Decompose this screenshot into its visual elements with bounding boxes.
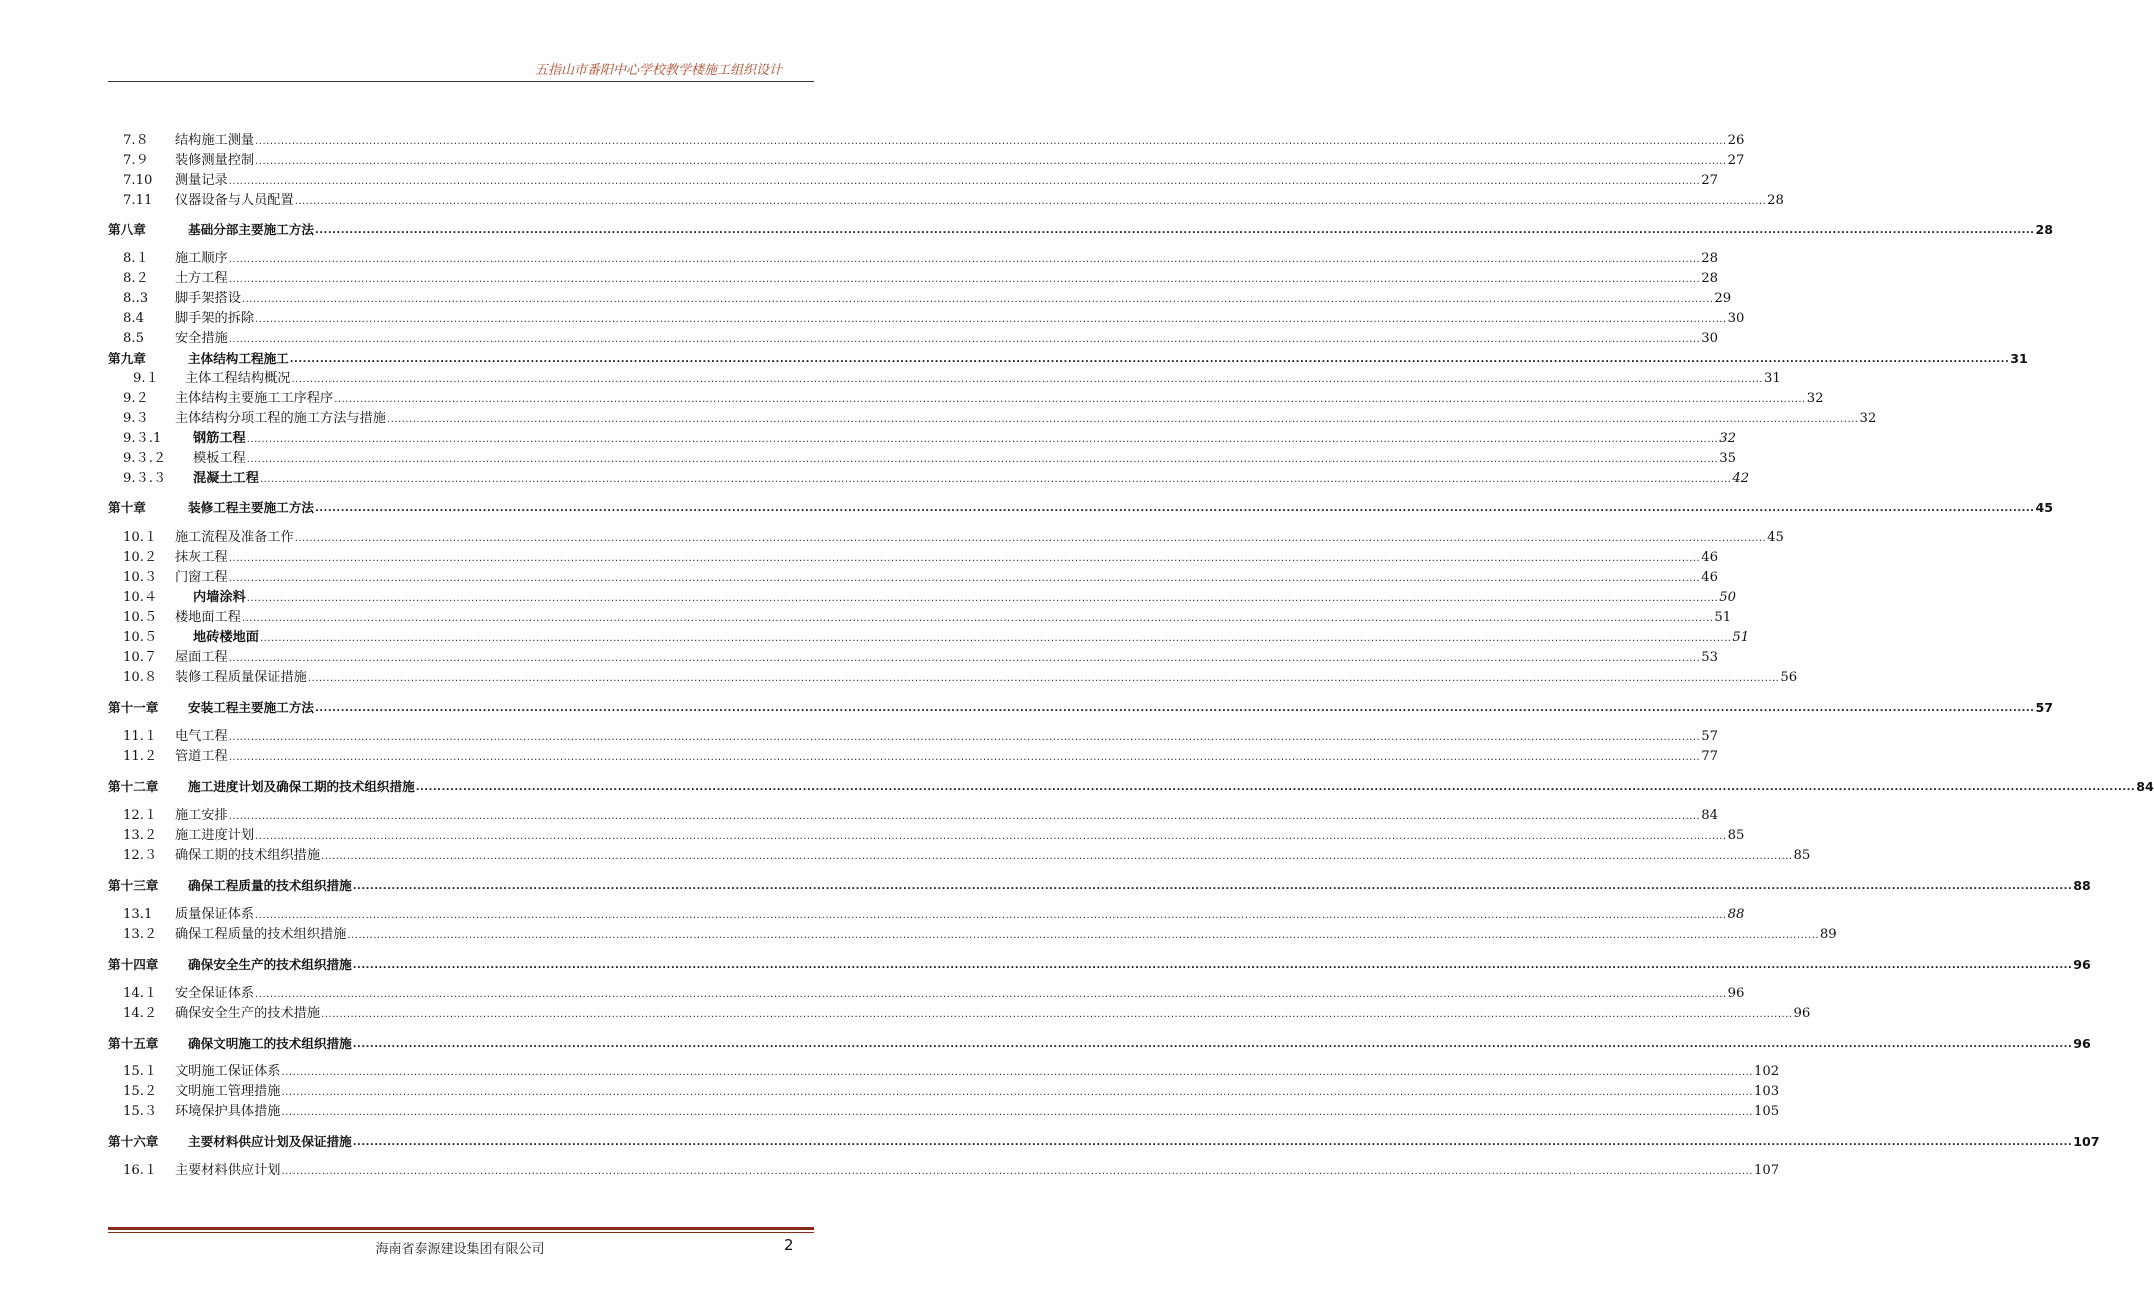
toc-entry-page: 96 — [2073, 1036, 2091, 1051]
footer-page-number: 2 — [784, 1236, 794, 1254]
toc-entry-label: 安全措施 — [175, 331, 228, 346]
toc-entry-page: 27 — [1727, 153, 1745, 168]
toc-entry-label: 脚手架搭设 — [175, 291, 241, 306]
toc-entry-page: 51 — [1732, 630, 1750, 645]
toc-leader-dots: ................................................................................................................................................................................................................................................................................................................................................................................................................ — [347, 930, 1819, 941]
toc-entry-page: 32 — [1806, 391, 1824, 406]
toc-section-entry[interactable] — [108, 1159, 1780, 1179]
toc-leader-dots: ................................................................................................................................................................................................................................................................................................................................................................................................................ — [352, 1039, 2073, 1050]
toc-leader-dots: ................................................................................................................................................................................................................................................................................................................................................................................................................ — [387, 414, 1859, 425]
toc-section-entry[interactable] — [108, 247, 1719, 267]
toc-entry-page: 26 — [1727, 133, 1745, 148]
toc-entry-label: 施工进度计划及确保工期的技术组织措施 — [188, 779, 415, 794]
toc-entry-number: 9.３.1 — [123, 431, 162, 446]
toc-leader-dots: ................................................................................................................................................................................................................................................................................................................................................................................................................ — [415, 782, 2136, 793]
toc-section-entry[interactable] — [108, 307, 1745, 327]
toc-entry-label: 施工安排 — [175, 808, 228, 823]
toc-entry-label: 确保文明施工的技术组织措施 — [188, 1036, 352, 1051]
toc-entry-number: 第十六章 — [108, 1134, 159, 1149]
toc-entry-label: 装修测量控制 — [175, 153, 255, 168]
toc-entry-page: 42 — [1732, 471, 1750, 486]
toc-entry-label: 主体结构分项工程的施工方法与措施 — [175, 411, 386, 426]
toc-leader-dots: ................................................................................................................................................................................................................................................................................................................................................................................................................ — [352, 881, 2073, 892]
toc-leader-dots: ................................................................................................................................................................................................................................................................................................................................................................................................................ — [241, 294, 1714, 305]
toc-entry-label: 施工流程及准备工作 — [175, 530, 294, 545]
toc-leader-dots: ................................................................................................................................................................................................................................................................................................................................................................................................................ — [259, 633, 1732, 644]
toc-section-entry[interactable] — [108, 666, 1798, 686]
toc-entry-page: 84 — [1701, 808, 1719, 823]
toc-entry-number: 8.１ — [123, 251, 149, 266]
toc-entry-label: 门窗工程 — [175, 570, 228, 585]
toc-entry-page: 105 — [1753, 1104, 1780, 1119]
toc-entry-number: 10.３ — [123, 570, 158, 585]
toc-leader-dots: ................................................................................................................................................................................................................................................................................................................................................................................................................ — [334, 394, 1806, 405]
toc-entry-label: 装修工程主要施工方法 — [188, 500, 314, 515]
toc-entry-number: 9.２ — [123, 391, 149, 406]
toc-entry-number: 14.１ — [123, 986, 158, 1001]
toc-section-entry[interactable] — [108, 1060, 1780, 1080]
toc-leader-dots: ................................................................................................................................................................................................................................................................................................................................................................................................................ — [255, 989, 1727, 1000]
toc-entry-page: 53 — [1701, 650, 1719, 665]
toc-leader-dots: ................................................................................................................................................................................................................................................................................................................................................................................................................ — [294, 196, 1767, 207]
toc-section-entry[interactable] — [108, 982, 1745, 1002]
toc-entry-label: 确保工程质量的技术组织措施 — [175, 927, 347, 942]
toc-entry-label: 内墙涂料 — [193, 590, 246, 605]
toc-entry-number: 11.１ — [123, 729, 158, 744]
toc-chapter-entry[interactable] — [108, 953, 2091, 973]
toc-section-entry[interactable] — [108, 824, 1745, 844]
toc-section-entry[interactable] — [108, 467, 1750, 487]
toc-entry-label: 主体结构主要施工工序程序 — [175, 391, 334, 406]
toc-entry-page: 88 — [2073, 878, 2091, 893]
toc-chapter-entry[interactable] — [108, 1032, 2091, 1052]
toc-chapter-entry[interactable] — [108, 874, 2091, 894]
toc-entry-number: 7.11 — [123, 193, 153, 208]
toc-leader-dots: ................................................................................................................................................................................................................................................................................................................................................................................................................ — [228, 573, 1701, 584]
toc-entry-page: 30 — [1701, 331, 1719, 346]
toc-section-entry[interactable] — [108, 1002, 1811, 1022]
toc-section-entry[interactable] — [108, 844, 1811, 864]
toc-entry-page: 84 — [2136, 779, 2154, 794]
toc-entry-label: 文明施工保证体系 — [175, 1064, 281, 1079]
toc-entry-label: 环境保护具体措施 — [175, 1104, 281, 1119]
toc-entry-page: 31 — [2010, 351, 2028, 366]
toc-entry-number: 16.１ — [123, 1163, 158, 1178]
toc-section-entry[interactable] — [108, 327, 1719, 347]
toc-entry-number: 9.３ — [123, 411, 149, 426]
toc-leader-dots: ................................................................................................................................................................................................................................................................................................................................................................................................................ — [321, 1009, 1793, 1020]
toc-entry-label: 抹灰工程 — [175, 550, 228, 565]
toc-leader-dots: ................................................................................................................................................................................................................................................................................................................................................................................................................ — [259, 474, 1732, 485]
toc-entry-number: 10.７ — [123, 650, 158, 665]
toc-leader-dots: ................................................................................................................................................................................................................................................................................................................................................................................................................ — [228, 732, 1701, 743]
toc-section-entry[interactable] — [108, 903, 1745, 923]
toc-entry-page: 28 — [2035, 222, 2053, 237]
toc-entry-page: 107 — [2073, 1134, 2100, 1149]
footer-divider-thin — [108, 1232, 814, 1233]
toc-section-entry[interactable] — [108, 566, 1719, 586]
toc-entry-number: 9.３.２ — [123, 451, 167, 466]
toc-entry-label: 确保工程质量的技术组织措施 — [188, 878, 352, 893]
toc-entry-page: 88 — [1727, 907, 1745, 922]
toc-leader-dots: ................................................................................................................................................................................................................................................................................................................................................................................................................ — [228, 653, 1701, 664]
toc-section-entry[interactable] — [108, 149, 1745, 169]
toc-section-entry[interactable] — [108, 923, 1837, 943]
toc-section-entry[interactable] — [108, 367, 1781, 387]
toc-entry-page: 46 — [1701, 550, 1719, 565]
toc-chapter-entry[interactable] — [108, 218, 2053, 238]
toc-entry-page: 57 — [1701, 729, 1719, 744]
toc-entry-number: 13.２ — [123, 828, 158, 843]
toc-entry-label: 仪器设备与人员配置 — [175, 193, 294, 208]
toc-entry-number: 第十一章 — [108, 700, 159, 715]
toc-entry-page: 46 — [1701, 570, 1719, 585]
toc-leader-dots: ................................................................................................................................................................................................................................................................................................................................................................................................................ — [228, 334, 1701, 345]
toc-entry-number: 8.２ — [123, 271, 149, 286]
toc-leader-dots: ................................................................................................................................................................................................................................................................................................................................................................................................................ — [307, 673, 1780, 684]
toc-entry-number: 第十二章 — [108, 779, 159, 794]
toc-entry-page: 96 — [1793, 1006, 1811, 1021]
toc-section-entry[interactable] — [108, 1080, 1780, 1100]
toc-leader-dots: ................................................................................................................................................................................................................................................................................................................................................................................................................ — [289, 354, 2010, 365]
toc-entry-number: 第十五章 — [108, 1036, 159, 1051]
toc-entry-label: 管道工程 — [175, 749, 228, 764]
toc-leader-dots: ................................................................................................................................................................................................................................................................................................................................................................................................................ — [281, 1087, 1753, 1098]
toc-entry-number: 10.２ — [123, 550, 158, 565]
toc-entry-label: 测量记录 — [175, 173, 228, 188]
toc-leader-dots: ................................................................................................................................................................................................................................................................................................................................................................................................................ — [228, 274, 1701, 285]
toc-entry-page: 32 — [1719, 431, 1737, 446]
toc-entry-number: 第八章 — [108, 222, 146, 237]
toc-entry-number: 7.８ — [123, 133, 149, 148]
toc-chapter-entry[interactable] — [108, 496, 2053, 516]
toc-section-entry[interactable] — [108, 804, 1719, 824]
toc-entry-page: 102 — [1753, 1064, 1780, 1079]
toc-leader-dots: ................................................................................................................................................................................................................................................................................................................................................................................................................ — [314, 225, 2035, 236]
toc-entry-label: 确保安全生产的技术组织措施 — [188, 957, 352, 972]
toc-entry-page: 51 — [1714, 610, 1732, 625]
toc-entry-number: 第九章 — [108, 351, 146, 366]
toc-entry-page: 28 — [1701, 271, 1719, 286]
toc-entry-page: 103 — [1753, 1084, 1780, 1099]
toc-section-entry[interactable] — [108, 745, 1719, 765]
toc-leader-dots: ................................................................................................................................................................................................................................................................................................................................................................................................................ — [228, 811, 1701, 822]
toc-section-entry[interactable] — [108, 546, 1719, 566]
toc-section-entry[interactable] — [108, 387, 1824, 407]
toc-entry-page: 77 — [1701, 749, 1719, 764]
toc-section-entry[interactable] — [108, 169, 1719, 189]
toc-entry-label: 模板工程 — [193, 451, 246, 466]
toc-leader-dots: ................................................................................................................................................................................................................................................................................................................................................................................................................ — [294, 533, 1767, 544]
toc-chapter-entry[interactable] — [108, 696, 2053, 716]
toc-leader-dots: ................................................................................................................................................................................................................................................................................................................................................................................................................ — [255, 156, 1727, 167]
toc-section-entry[interactable] — [108, 646, 1719, 666]
toc-entry-page: 28 — [1701, 251, 1719, 266]
toc-leader-dots: ................................................................................................................................................................................................................................................................................................................................................................................................................ — [255, 831, 1727, 842]
toc-entry-number: 15.１ — [123, 1064, 158, 1079]
toc-entry-page: 107 — [1753, 1163, 1780, 1178]
toc-entry-page: 35 — [1719, 451, 1737, 466]
toc-entry-label: 安装工程主要施工方法 — [188, 700, 314, 715]
toc-section-entry[interactable] — [108, 267, 1719, 287]
toc-entry-number: 12.１ — [123, 808, 158, 823]
toc-entry-label: 结构施工测量 — [175, 133, 255, 148]
toc-entry-page: 85 — [1793, 848, 1811, 863]
toc-section-entry[interactable] — [108, 626, 1750, 646]
toc-entry-page: 85 — [1727, 828, 1745, 843]
toc-entry-label: 质量保证体系 — [175, 907, 255, 922]
toc-entry-label: 确保安全生产的技术措施 — [175, 1006, 321, 1021]
toc-leader-dots: ................................................................................................................................................................................................................................................................................................................................................................................................................ — [255, 910, 1727, 921]
toc-entry-label: 地砖楼地面 — [193, 630, 259, 645]
toc-entry-number: 14.２ — [123, 1006, 158, 1021]
toc-chapter-entry[interactable] — [108, 347, 2028, 367]
toc-entry-number: 15.２ — [123, 1084, 158, 1099]
toc-entry-number: 10.８ — [123, 670, 158, 685]
toc-entry-page: 28 — [1767, 193, 1784, 208]
toc-chapter-entry[interactable] — [108, 1130, 2100, 1150]
toc-entry-number: 9.３.３ — [123, 471, 167, 486]
toc-entry-number: 15.３ — [123, 1104, 158, 1119]
toc-entry-number: 8.4 — [123, 311, 144, 326]
toc-entry-label: 电气工程 — [175, 729, 228, 744]
toc-entry-number: 第十四章 — [108, 957, 159, 972]
toc-entry-page: 89 — [1819, 927, 1837, 942]
toc-leader-dots: ................................................................................................................................................................................................................................................................................................................................................................................................................ — [291, 374, 1763, 385]
toc-entry-number: 第十三章 — [108, 878, 159, 893]
toc-leader-dots: ................................................................................................................................................................................................................................................................................................................................................................................................................ — [352, 1137, 2073, 1148]
toc-entry-page: 45 — [1767, 530, 1784, 545]
toc-leader-dots: ................................................................................................................................................................................................................................................................................................................................................................................................................ — [321, 851, 1793, 862]
toc-entry-label: 屋面工程 — [175, 650, 228, 665]
toc-entry-label: 主要材料供应计划 — [175, 1163, 281, 1178]
header-divider — [108, 81, 814, 82]
toc-section-entry[interactable] — [108, 447, 1737, 467]
toc-entry-page: 50 — [1719, 590, 1737, 605]
toc-entry-number: 10.１ — [123, 530, 158, 545]
toc-leader-dots: ................................................................................................................................................................................................................................................................................................................................................................................................................ — [246, 593, 1719, 604]
toc-entry-label: 施工进度计划 — [175, 828, 255, 843]
toc-entry-label: 主体结构工程施工 — [188, 351, 289, 366]
toc-entry-page: 30 — [1727, 311, 1745, 326]
toc-chapter-entry[interactable] — [108, 775, 2154, 795]
toc-entry-number: 9.１ — [133, 371, 159, 386]
toc-entry-page: 27 — [1701, 173, 1719, 188]
toc-leader-dots: ................................................................................................................................................................................................................................................................................................................................................................................................................ — [228, 176, 1701, 187]
toc-entry-page: 96 — [1727, 986, 1745, 1001]
toc-entry-page: 29 — [1714, 291, 1732, 306]
toc-leader-dots: ................................................................................................................................................................................................................................................................................................................................................................................................................ — [246, 434, 1719, 445]
footer-company-name: 海南省泰源建设集团有限公司 — [375, 1242, 545, 1257]
toc-entry-number: 10.５ — [123, 630, 158, 645]
toc-leader-dots: ................................................................................................................................................................................................................................................................................................................................................................................................................ — [281, 1107, 1753, 1118]
toc-leader-dots: ................................................................................................................................................................................................................................................................................................................................................................................................................ — [281, 1067, 1753, 1078]
toc-section-entry[interactable] — [108, 586, 1737, 606]
toc-section-entry[interactable] — [108, 287, 1732, 307]
toc-leader-dots: ................................................................................................................................................................................................................................................................................................................................................................................................................ — [228, 254, 1701, 265]
toc-section-entry[interactable] — [108, 725, 1719, 745]
toc-entry-number: 12.３ — [123, 848, 158, 863]
toc-entry-page: 31 — [1763, 371, 1781, 386]
toc-entry-number: 10.４ — [123, 590, 158, 605]
toc-section-entry[interactable] — [108, 526, 1784, 546]
toc-entry-number: 7.10 — [123, 173, 153, 188]
toc-entry-label: 土方工程 — [175, 271, 228, 286]
toc-leader-dots: ................................................................................................................................................................................................................................................................................................................................................................................................................ — [352, 960, 2073, 971]
toc-entry-page: 32 — [1859, 411, 1877, 426]
toc-entry-label: 主体工程结构概况 — [185, 371, 291, 386]
toc-entry-number: 8..3 — [123, 291, 149, 306]
toc-entry-number: 8.5 — [123, 331, 144, 346]
toc-entry-label: 基础分部主要施工方法 — [188, 222, 314, 237]
toc-leader-dots: ................................................................................................................................................................................................................................................................................................................................................................................................................ — [228, 752, 1701, 763]
toc-leader-dots: ................................................................................................................................................................................................................................................................................................................................................................................................................ — [228, 553, 1701, 564]
toc-leader-dots: ................................................................................................................................................................................................................................................................................................................................................................................................................ — [246, 454, 1719, 465]
toc-entry-number: 10.５ — [123, 610, 158, 625]
toc-entry-page: 56 — [1780, 670, 1798, 685]
toc-entry-label: 装修工程质量保证措施 — [175, 670, 307, 685]
toc-section-entry[interactable] — [108, 606, 1732, 626]
toc-section-entry[interactable] — [108, 189, 1784, 209]
toc-entry-label: 施工顺序 — [175, 251, 228, 266]
toc-entry-number: 第十章 — [108, 500, 146, 515]
toc-entry-label: 安全保证体系 — [175, 986, 255, 1001]
toc-leader-dots: ................................................................................................................................................................................................................................................................................................................................................................................................................ — [314, 503, 2035, 514]
toc-entry-number: 13.２ — [123, 927, 158, 942]
document-header-title: 五指山市番阳中心学校教学楼施工组织设计 — [534, 63, 782, 78]
toc-section-entry[interactable] — [108, 427, 1737, 447]
toc-entry-label: 文明施工管理措施 — [175, 1084, 281, 1099]
toc-leader-dots: ................................................................................................................................................................................................................................................................................................................................................................................................................ — [255, 314, 1727, 325]
footer-divider-thick — [108, 1227, 814, 1230]
toc-entry-number: 13.1 — [123, 907, 153, 922]
toc-entry-label: 脚手架的拆除 — [175, 311, 255, 326]
toc-entry-label: 钢筋工程 — [193, 431, 246, 446]
toc-section-entry[interactable] — [108, 1100, 1780, 1120]
toc-leader-dots: ................................................................................................................................................................................................................................................................................................................................................................................................................ — [255, 136, 1727, 147]
toc-section-entry[interactable] — [108, 129, 1745, 149]
toc-leader-dots: ................................................................................................................................................................................................................................................................................................................................................................................................................ — [314, 703, 2035, 714]
toc-entry-number: 11.２ — [123, 749, 158, 764]
toc-entry-page: 96 — [2073, 957, 2091, 972]
toc-entry-number: 7.９ — [123, 153, 149, 168]
toc-leader-dots: ................................................................................................................................................................................................................................................................................................................................................................................................................ — [241, 613, 1714, 624]
toc-entry-label: 楼地面工程 — [175, 610, 241, 625]
toc-entry-label: 混凝土工程 — [193, 471, 259, 486]
toc-entry-page: 57 — [2035, 700, 2053, 715]
toc-entry-label: 主要材料供应计划及保证措施 — [188, 1134, 352, 1149]
toc-section-entry[interactable] — [108, 407, 1877, 427]
toc-leader-dots: ................................................................................................................................................................................................................................................................................................................................................................................................................ — [281, 1166, 1753, 1177]
toc-entry-label: 确保工期的技术组织措施 — [175, 848, 321, 863]
toc-entry-page: 45 — [2035, 500, 2053, 515]
